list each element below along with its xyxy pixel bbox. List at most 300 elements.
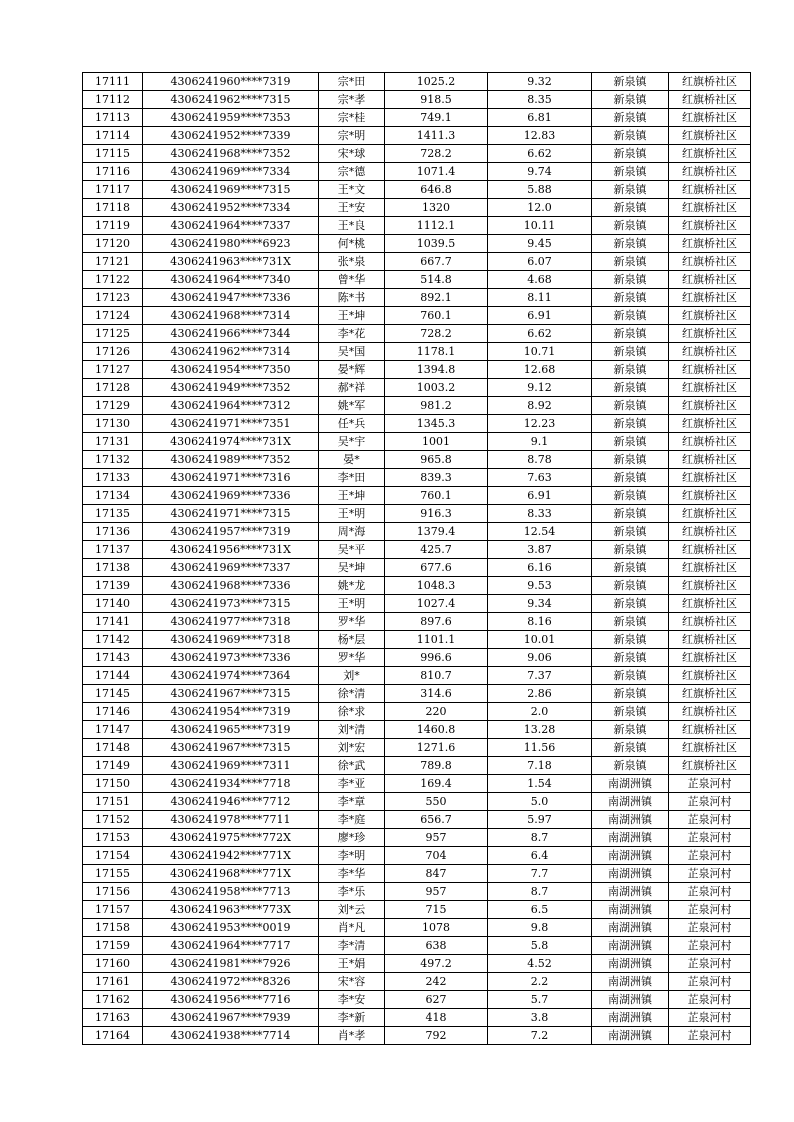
village-name-cell: 红旗桥社区 xyxy=(669,109,751,127)
village-name-cell: 红旗桥社区 xyxy=(669,91,751,109)
row-number-cell: 17145 xyxy=(83,685,143,703)
person-name-cell: 王*安 xyxy=(319,199,385,217)
table-row xyxy=(83,523,751,541)
row-number-cell: 17142 xyxy=(83,631,143,649)
table-row xyxy=(83,217,751,235)
value-small-cell: 6.91 xyxy=(488,307,592,325)
town-name-cell: 新泉镇 xyxy=(592,415,669,433)
row-number-cell: 17126 xyxy=(83,343,143,361)
row-number-cell: 17132 xyxy=(83,451,143,469)
row-number-cell: 17112 xyxy=(83,91,143,109)
person-name-cell: 刘*清 xyxy=(319,721,385,739)
row-number-cell: 17155 xyxy=(83,865,143,883)
value-small-cell: 8.16 xyxy=(488,613,592,631)
person-name-cell: 徐*求 xyxy=(319,703,385,721)
town-name-cell: 新泉镇 xyxy=(592,163,669,181)
value-amount-cell: 760.1 xyxy=(385,307,488,325)
value-amount-cell: 996.6 xyxy=(385,649,488,667)
id-number-cell: 4306241978****7711 xyxy=(143,811,319,829)
value-small-cell: 5.0 xyxy=(488,793,592,811)
person-name-cell: 徐*清 xyxy=(319,685,385,703)
table-row xyxy=(83,847,751,865)
value-amount-cell: 897.6 xyxy=(385,613,488,631)
row-number-cell: 17114 xyxy=(83,127,143,145)
id-number-cell: 4306241964****7337 xyxy=(143,217,319,235)
row-number-cell: 17116 xyxy=(83,163,143,181)
id-number-cell: 4306241956****7716 xyxy=(143,991,319,1009)
row-number-cell: 17164 xyxy=(83,1027,143,1045)
row-number-cell: 17156 xyxy=(83,883,143,901)
village-name-cell: 芷泉河村 xyxy=(669,973,751,991)
value-small-cell: 4.68 xyxy=(488,271,592,289)
town-name-cell: 新泉镇 xyxy=(592,91,669,109)
village-name-cell: 红旗桥社区 xyxy=(669,541,751,559)
value-amount-cell: 749.1 xyxy=(385,109,488,127)
value-small-cell: 6.4 xyxy=(488,847,592,865)
table-row xyxy=(83,1027,751,1045)
table-row xyxy=(83,559,751,577)
row-number-cell: 17125 xyxy=(83,325,143,343)
person-name-cell: 李*章 xyxy=(319,793,385,811)
value-amount-cell: 418 xyxy=(385,1009,488,1027)
table-row xyxy=(83,685,751,703)
value-small-cell: 7.37 xyxy=(488,667,592,685)
person-name-cell: 宗*桂 xyxy=(319,109,385,127)
value-amount-cell: 656.7 xyxy=(385,811,488,829)
table-body xyxy=(83,73,751,1045)
table-row xyxy=(83,973,751,991)
person-name-cell: 王*坤 xyxy=(319,487,385,505)
value-small-cell: 7.7 xyxy=(488,865,592,883)
table-row xyxy=(83,307,751,325)
village-name-cell: 红旗桥社区 xyxy=(669,325,751,343)
value-amount-cell: 497.2 xyxy=(385,955,488,973)
person-name-cell: 吴*宇 xyxy=(319,433,385,451)
row-number-cell: 17124 xyxy=(83,307,143,325)
town-name-cell: 新泉镇 xyxy=(592,109,669,127)
value-small-cell: 9.74 xyxy=(488,163,592,181)
village-name-cell: 红旗桥社区 xyxy=(669,469,751,487)
value-amount-cell: 1320 xyxy=(385,199,488,217)
row-number-cell: 17131 xyxy=(83,433,143,451)
table-row xyxy=(83,919,751,937)
table-row xyxy=(83,379,751,397)
value-amount-cell: 550 xyxy=(385,793,488,811)
value-amount-cell: 715 xyxy=(385,901,488,919)
table-row xyxy=(83,829,751,847)
village-name-cell: 芷泉河村 xyxy=(669,937,751,955)
person-name-cell: 吴*国 xyxy=(319,343,385,361)
value-small-cell: 3.87 xyxy=(488,541,592,559)
person-name-cell: 李*清 xyxy=(319,937,385,955)
value-small-cell: 2.0 xyxy=(488,703,592,721)
value-small-cell: 5.88 xyxy=(488,181,592,199)
village-name-cell: 红旗桥社区 xyxy=(669,145,751,163)
table-row xyxy=(83,631,751,649)
value-small-cell: 10.11 xyxy=(488,217,592,235)
id-number-cell: 4306241969****7318 xyxy=(143,631,319,649)
value-small-cell: 4.52 xyxy=(488,955,592,973)
town-name-cell: 南湖洲镇 xyxy=(592,829,669,847)
value-small-cell: 9.8 xyxy=(488,919,592,937)
town-name-cell: 新泉镇 xyxy=(592,181,669,199)
village-name-cell: 红旗桥社区 xyxy=(669,523,751,541)
village-name-cell: 红旗桥社区 xyxy=(669,199,751,217)
person-name-cell: 李*田 xyxy=(319,469,385,487)
value-amount-cell: 646.8 xyxy=(385,181,488,199)
row-number-cell: 17161 xyxy=(83,973,143,991)
town-name-cell: 南湖洲镇 xyxy=(592,937,669,955)
value-small-cell: 8.33 xyxy=(488,505,592,523)
id-number-cell: 4306241975****772X xyxy=(143,829,319,847)
table-row xyxy=(83,271,751,289)
id-number-cell: 4306241963****773X xyxy=(143,901,319,919)
town-name-cell: 新泉镇 xyxy=(592,235,669,253)
value-amount-cell: 1071.4 xyxy=(385,163,488,181)
value-small-cell: 6.62 xyxy=(488,325,592,343)
person-name-cell: 宗*孝 xyxy=(319,91,385,109)
table-row xyxy=(83,577,751,595)
village-name-cell: 芷泉河村 xyxy=(669,865,751,883)
table-row xyxy=(83,595,751,613)
value-amount-cell: 220 xyxy=(385,703,488,721)
value-small-cell: 6.91 xyxy=(488,487,592,505)
person-name-cell: 王*明 xyxy=(319,505,385,523)
village-name-cell: 红旗桥社区 xyxy=(669,181,751,199)
table-row xyxy=(83,865,751,883)
town-name-cell: 南湖洲镇 xyxy=(592,991,669,1009)
person-name-cell: 王*明 xyxy=(319,595,385,613)
value-small-cell: 2.2 xyxy=(488,973,592,991)
value-amount-cell: 1271.6 xyxy=(385,739,488,757)
id-number-cell: 4306241964****7312 xyxy=(143,397,319,415)
row-number-cell: 17122 xyxy=(83,271,143,289)
row-number-cell: 17148 xyxy=(83,739,143,757)
value-small-cell: 8.7 xyxy=(488,829,592,847)
town-name-cell: 新泉镇 xyxy=(592,703,669,721)
id-number-cell: 4306241974****7364 xyxy=(143,667,319,685)
id-number-cell: 4306241969****7311 xyxy=(143,757,319,775)
town-name-cell: 新泉镇 xyxy=(592,595,669,613)
row-number-cell: 17137 xyxy=(83,541,143,559)
value-small-cell: 8.7 xyxy=(488,883,592,901)
table-row xyxy=(83,73,751,91)
id-number-cell: 4306241974****731X xyxy=(143,433,319,451)
value-amount-cell: 728.2 xyxy=(385,325,488,343)
value-small-cell: 12.54 xyxy=(488,523,592,541)
person-name-cell: 宗*德 xyxy=(319,163,385,181)
town-name-cell: 南湖洲镇 xyxy=(592,865,669,883)
person-name-cell: 李*花 xyxy=(319,325,385,343)
id-number-cell: 4306241954****7350 xyxy=(143,361,319,379)
town-name-cell: 南湖洲镇 xyxy=(592,847,669,865)
person-name-cell: 陈*书 xyxy=(319,289,385,307)
table-row xyxy=(83,325,751,343)
village-name-cell: 红旗桥社区 xyxy=(669,307,751,325)
table-row xyxy=(83,181,751,199)
row-number-cell: 17115 xyxy=(83,145,143,163)
value-small-cell: 5.8 xyxy=(488,937,592,955)
row-number-cell: 17159 xyxy=(83,937,143,955)
value-small-cell: 6.16 xyxy=(488,559,592,577)
value-amount-cell: 847 xyxy=(385,865,488,883)
value-small-cell: 2.86 xyxy=(488,685,592,703)
row-number-cell: 17150 xyxy=(83,775,143,793)
value-amount-cell: 314.6 xyxy=(385,685,488,703)
row-number-cell: 17162 xyxy=(83,991,143,1009)
table-row xyxy=(83,775,751,793)
person-name-cell: 吴*平 xyxy=(319,541,385,559)
person-name-cell: 李*安 xyxy=(319,991,385,1009)
town-name-cell: 新泉镇 xyxy=(592,505,669,523)
value-small-cell: 5.7 xyxy=(488,991,592,1009)
value-amount-cell: 1003.2 xyxy=(385,379,488,397)
value-amount-cell: 1379.4 xyxy=(385,523,488,541)
village-name-cell: 红旗桥社区 xyxy=(669,397,751,415)
value-amount-cell: 792 xyxy=(385,1027,488,1045)
village-name-cell: 红旗桥社区 xyxy=(669,451,751,469)
id-number-cell: 4306241977****7318 xyxy=(143,613,319,631)
village-name-cell: 红旗桥社区 xyxy=(669,415,751,433)
value-amount-cell: 1001 xyxy=(385,433,488,451)
person-name-cell: 王*良 xyxy=(319,217,385,235)
table-row xyxy=(83,433,751,451)
village-name-cell: 红旗桥社区 xyxy=(669,343,751,361)
table-row xyxy=(83,469,751,487)
town-name-cell: 新泉镇 xyxy=(592,487,669,505)
row-number-cell: 17152 xyxy=(83,811,143,829)
person-name-cell: 李*庭 xyxy=(319,811,385,829)
village-name-cell: 红旗桥社区 xyxy=(669,217,751,235)
value-small-cell: 9.32 xyxy=(488,73,592,91)
id-number-cell: 4306241963****731X xyxy=(143,253,319,271)
id-number-cell: 4306241956****731X xyxy=(143,541,319,559)
table-row xyxy=(83,955,751,973)
value-small-cell: 9.45 xyxy=(488,235,592,253)
village-name-cell: 红旗桥社区 xyxy=(669,739,751,757)
id-number-cell: 4306241972****8326 xyxy=(143,973,319,991)
value-small-cell: 9.53 xyxy=(488,577,592,595)
id-number-cell: 4306241964****7340 xyxy=(143,271,319,289)
village-name-cell: 红旗桥社区 xyxy=(669,235,751,253)
id-number-cell: 4306241962****7315 xyxy=(143,91,319,109)
id-number-cell: 4306241981****7926 xyxy=(143,955,319,973)
row-number-cell: 17120 xyxy=(83,235,143,253)
value-small-cell: 12.83 xyxy=(488,127,592,145)
id-number-cell: 4306241938****7714 xyxy=(143,1027,319,1045)
table-row xyxy=(83,127,751,145)
person-name-cell: 任*兵 xyxy=(319,415,385,433)
row-number-cell: 17158 xyxy=(83,919,143,937)
person-name-cell: 杨*层 xyxy=(319,631,385,649)
table-row xyxy=(83,1009,751,1027)
row-number-cell: 17117 xyxy=(83,181,143,199)
id-number-cell: 4306241971****7316 xyxy=(143,469,319,487)
value-small-cell: 8.92 xyxy=(488,397,592,415)
person-name-cell: 李*明 xyxy=(319,847,385,865)
id-number-cell: 4306241966****7344 xyxy=(143,325,319,343)
row-number-cell: 17130 xyxy=(83,415,143,433)
id-number-cell: 4306241953****0019 xyxy=(143,919,319,937)
table-row xyxy=(83,667,751,685)
table-row xyxy=(83,793,751,811)
id-number-cell: 4306241952****7339 xyxy=(143,127,319,145)
value-amount-cell: 1460.8 xyxy=(385,721,488,739)
table-row xyxy=(83,145,751,163)
village-name-cell: 芷泉河村 xyxy=(669,991,751,1009)
village-name-cell: 芷泉河村 xyxy=(669,955,751,973)
table-row xyxy=(83,235,751,253)
value-small-cell: 7.2 xyxy=(488,1027,592,1045)
table-row xyxy=(83,253,751,271)
person-name-cell: 姚*军 xyxy=(319,397,385,415)
person-name-cell: 晏*辉 xyxy=(319,361,385,379)
table-row xyxy=(83,649,751,667)
town-name-cell: 新泉镇 xyxy=(592,361,669,379)
value-amount-cell: 1048.3 xyxy=(385,577,488,595)
town-name-cell: 南湖洲镇 xyxy=(592,1009,669,1027)
table-row xyxy=(83,415,751,433)
village-name-cell: 红旗桥社区 xyxy=(669,73,751,91)
person-name-cell: 刘* xyxy=(319,667,385,685)
town-name-cell: 新泉镇 xyxy=(592,145,669,163)
id-number-cell: 4306241971****7351 xyxy=(143,415,319,433)
value-amount-cell: 965.8 xyxy=(385,451,488,469)
id-number-cell: 4306241980****6923 xyxy=(143,235,319,253)
person-name-cell: 何*桃 xyxy=(319,235,385,253)
value-small-cell: 8.35 xyxy=(488,91,592,109)
person-name-cell: 罗*华 xyxy=(319,613,385,631)
person-name-cell: 姚*龙 xyxy=(319,577,385,595)
table-row xyxy=(83,703,751,721)
village-name-cell: 红旗桥社区 xyxy=(669,577,751,595)
village-name-cell: 红旗桥社区 xyxy=(669,685,751,703)
person-name-cell: 徐*武 xyxy=(319,757,385,775)
village-name-cell: 芷泉河村 xyxy=(669,811,751,829)
value-amount-cell: 1411.3 xyxy=(385,127,488,145)
village-name-cell: 红旗桥社区 xyxy=(669,631,751,649)
value-small-cell: 6.62 xyxy=(488,145,592,163)
row-number-cell: 17118 xyxy=(83,199,143,217)
town-name-cell: 南湖洲镇 xyxy=(592,775,669,793)
row-number-cell: 17157 xyxy=(83,901,143,919)
town-name-cell: 新泉镇 xyxy=(592,577,669,595)
id-number-cell: 4306241969****7337 xyxy=(143,559,319,577)
value-amount-cell: 810.7 xyxy=(385,667,488,685)
town-name-cell: 南湖洲镇 xyxy=(592,883,669,901)
town-name-cell: 新泉镇 xyxy=(592,325,669,343)
town-name-cell: 南湖洲镇 xyxy=(592,919,669,937)
village-name-cell: 红旗桥社区 xyxy=(669,595,751,613)
table-row xyxy=(83,397,751,415)
row-number-cell: 17113 xyxy=(83,109,143,127)
town-name-cell: 新泉镇 xyxy=(592,469,669,487)
row-number-cell: 17127 xyxy=(83,361,143,379)
id-number-cell: 4306241947****7336 xyxy=(143,289,319,307)
table-row xyxy=(83,757,751,775)
village-name-cell: 红旗桥社区 xyxy=(669,613,751,631)
person-name-cell: 李*亚 xyxy=(319,775,385,793)
person-name-cell: 廖*珍 xyxy=(319,829,385,847)
village-name-cell: 红旗桥社区 xyxy=(669,721,751,739)
id-number-cell: 4306241934****7718 xyxy=(143,775,319,793)
town-name-cell: 新泉镇 xyxy=(592,721,669,739)
village-name-cell: 红旗桥社区 xyxy=(669,433,751,451)
town-name-cell: 新泉镇 xyxy=(592,379,669,397)
village-name-cell: 红旗桥社区 xyxy=(669,667,751,685)
id-number-cell: 4306241962****7314 xyxy=(143,343,319,361)
town-name-cell: 新泉镇 xyxy=(592,217,669,235)
id-number-cell: 4306241952****7334 xyxy=(143,199,319,217)
person-name-cell: 罗*华 xyxy=(319,649,385,667)
value-small-cell: 10.71 xyxy=(488,343,592,361)
town-name-cell: 新泉镇 xyxy=(592,127,669,145)
town-name-cell: 南湖洲镇 xyxy=(592,793,669,811)
village-name-cell: 红旗桥社区 xyxy=(669,379,751,397)
row-number-cell: 17146 xyxy=(83,703,143,721)
value-small-cell: 9.12 xyxy=(488,379,592,397)
id-number-cell: 4306241958****7713 xyxy=(143,883,319,901)
id-number-cell: 4306241969****7334 xyxy=(143,163,319,181)
village-name-cell: 红旗桥社区 xyxy=(669,505,751,523)
id-number-cell: 4306241969****7336 xyxy=(143,487,319,505)
village-name-cell: 红旗桥社区 xyxy=(669,757,751,775)
value-amount-cell: 1025.2 xyxy=(385,73,488,91)
value-small-cell: 6.07 xyxy=(488,253,592,271)
id-number-cell: 4306241946****7712 xyxy=(143,793,319,811)
person-name-cell: 肖*凡 xyxy=(319,919,385,937)
row-number-cell: 17149 xyxy=(83,757,143,775)
person-name-cell: 刘*云 xyxy=(319,901,385,919)
row-number-cell: 17111 xyxy=(83,73,143,91)
person-name-cell: 李*乐 xyxy=(319,883,385,901)
row-number-cell: 17153 xyxy=(83,829,143,847)
table-row xyxy=(83,937,751,955)
value-small-cell: 13.28 xyxy=(488,721,592,739)
data-table xyxy=(82,72,751,1045)
town-name-cell: 南湖洲镇 xyxy=(592,901,669,919)
id-number-cell: 4306241942****771X xyxy=(143,847,319,865)
value-small-cell: 9.1 xyxy=(488,433,592,451)
row-number-cell: 17144 xyxy=(83,667,143,685)
value-small-cell: 6.5 xyxy=(488,901,592,919)
table-row xyxy=(83,739,751,757)
id-number-cell: 4306241968****7336 xyxy=(143,577,319,595)
person-name-cell: 李*华 xyxy=(319,865,385,883)
table-row xyxy=(83,487,751,505)
table-row xyxy=(83,991,751,1009)
value-small-cell: 11.56 xyxy=(488,739,592,757)
value-small-cell: 12.0 xyxy=(488,199,592,217)
value-small-cell: 3.8 xyxy=(488,1009,592,1027)
town-name-cell: 新泉镇 xyxy=(592,73,669,91)
value-amount-cell: 627 xyxy=(385,991,488,1009)
id-number-cell: 4306241968****771X xyxy=(143,865,319,883)
row-number-cell: 17119 xyxy=(83,217,143,235)
value-amount-cell: 957 xyxy=(385,829,488,847)
row-number-cell: 17147 xyxy=(83,721,143,739)
value-amount-cell: 728.2 xyxy=(385,145,488,163)
value-small-cell: 8.78 xyxy=(488,451,592,469)
value-amount-cell: 1039.5 xyxy=(385,235,488,253)
row-number-cell: 17141 xyxy=(83,613,143,631)
village-name-cell: 芷泉河村 xyxy=(669,1027,751,1045)
value-amount-cell: 704 xyxy=(385,847,488,865)
village-name-cell: 芷泉河村 xyxy=(669,919,751,937)
id-number-cell: 4306241965****7319 xyxy=(143,721,319,739)
value-small-cell: 10.01 xyxy=(488,631,592,649)
value-amount-cell: 916.3 xyxy=(385,505,488,523)
